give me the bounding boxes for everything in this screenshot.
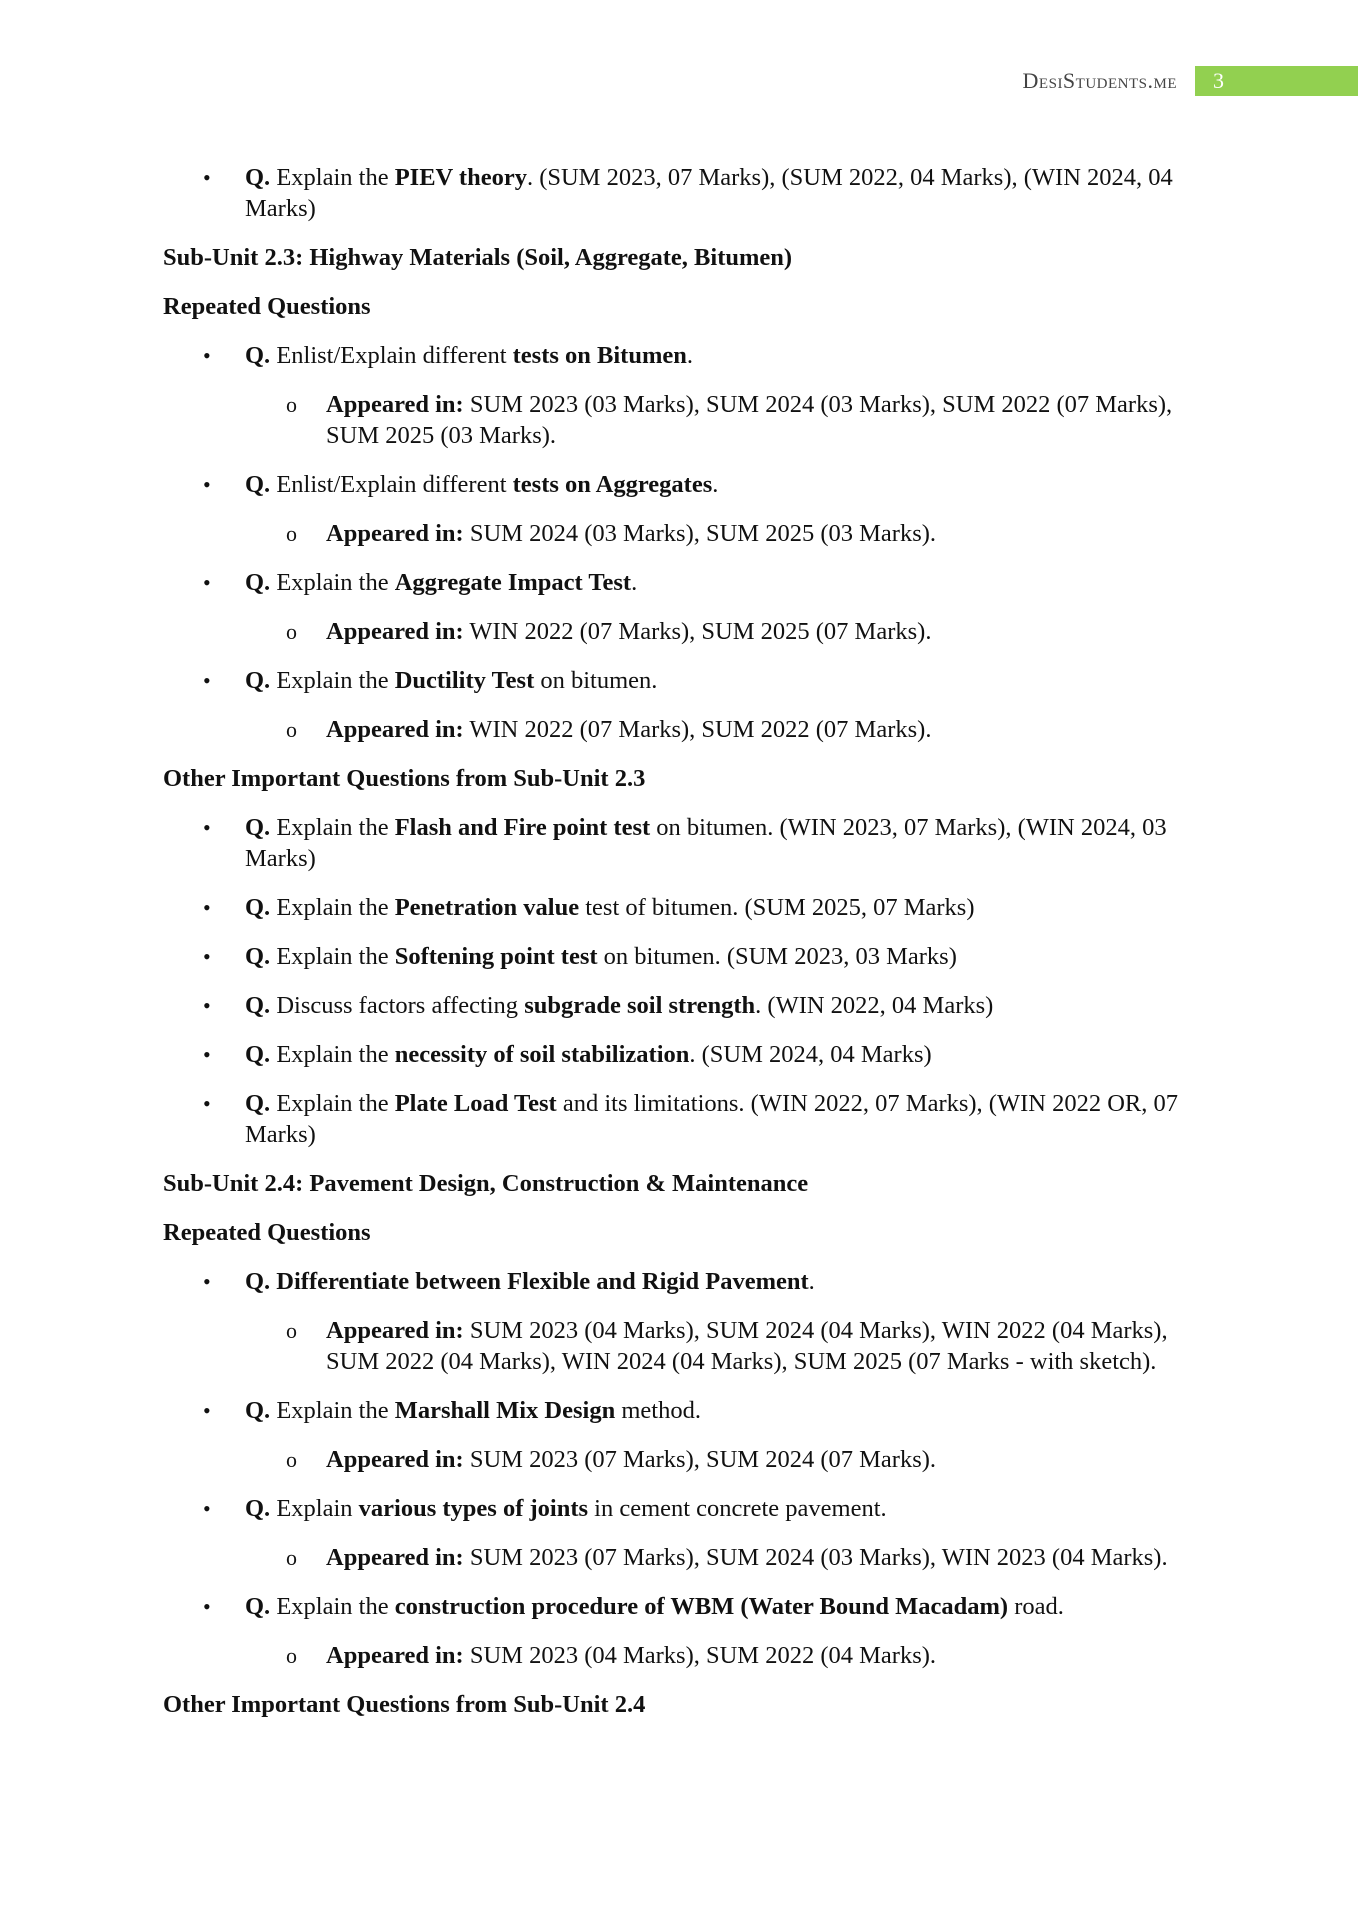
question-bold-text: PIEV theory (394, 164, 527, 191)
question-bold-text: Softening point test (394, 943, 598, 970)
question-bold-text: Marshall Mix Design (394, 1397, 616, 1424)
question-text: . (631, 569, 638, 596)
page-header (1023, 66, 1358, 96)
circle-bullet-icon: o (286, 521, 297, 546)
question-text: road. (1008, 1593, 1064, 1620)
question-bold-text: Q. (245, 1090, 271, 1117)
question-text: Explain the (270, 1041, 395, 1068)
bullet-icon: • (203, 668, 211, 693)
section-heading: Repeated Questions (163, 1219, 371, 1246)
question-text: Explain the (270, 667, 395, 694)
circle-bullet-icon: o (286, 717, 297, 742)
appeared-in-item (163, 518, 1193, 549)
question-bold-text: Aggregate Impact Test (394, 569, 632, 596)
question-bold-text: various types of joints (358, 1495, 589, 1522)
question-bold-text: Q. (245, 1041, 271, 1068)
appeared-label: Appeared in: (326, 1642, 464, 1669)
question-item (163, 941, 1193, 972)
question-text: . (SUM 2023, 07 Marks), (SUM 2022, 04 Marks), (WIN 2024, 04 Marks) (245, 164, 1173, 222)
question-item (163, 665, 1193, 696)
question-text: on bitumen. (534, 667, 658, 694)
question-text: on bitumen. (SUM 2023, 03 Marks) (597, 943, 957, 970)
appeared-in-item (163, 616, 1193, 647)
question-bold-text: Q. Differentiate between Flexible and Rigid Pavement (245, 1268, 809, 1295)
bullet-icon: • (203, 1496, 211, 1521)
bullet-icon: • (203, 343, 211, 368)
question-text: Explain the (270, 1397, 395, 1424)
question-item (163, 892, 1193, 923)
appeared-label: Appeared in: (326, 520, 464, 547)
section-heading: Sub-Unit 2.4: Pavement Design, Construction & Maintenance (163, 1170, 809, 1197)
question-bold-text: Q. (245, 1397, 271, 1424)
site-name: DesiStudents.me (1022, 68, 1177, 93)
question-bold-text: Q. (245, 471, 271, 498)
appeared-label: Appeared in: (326, 1544, 464, 1571)
bullet-icon: • (203, 165, 211, 190)
bullet-icon: • (203, 570, 211, 595)
appeared-in-item (163, 1315, 1193, 1377)
appeared-text: SUM 2023 (03 Marks), SUM 2024 (03 Marks), SUM 2022 (07 Marks), SUM 2025 (03 Marks). (326, 391, 1173, 449)
question-item (163, 1039, 1193, 1070)
question-bold-text: Q. (245, 342, 271, 369)
question-bold-text: Q. (245, 667, 271, 694)
question-bold-text: Penetration value (394, 894, 580, 921)
section-heading: Other Important Questions from Sub-Unit 2.4 (163, 1691, 646, 1718)
appeared-label: Appeared in: (326, 618, 464, 645)
bullet-icon: • (203, 1398, 211, 1423)
appeared-in-item (163, 1444, 1193, 1475)
appeared-text: SUM 2023 (04 Marks), SUM 2022 (04 Marks). (463, 1642, 937, 1669)
question-text: Explain the (270, 164, 395, 191)
appeared-text: SUM 2023 (04 Marks), SUM 2024 (04 Marks), WIN 2022 (04 Marks), SUM 2022 (04 Marks), WIN 2024 (04 Marks), SUM 2025 (07 Marks - with sketch). (326, 1317, 1168, 1375)
question-text: on bitumen. (WIN 2023, 07 Marks), (WIN 2024, 03 Marks) (245, 814, 1167, 872)
question-text: Explain the (270, 894, 395, 921)
section-heading: Repeated Questions (163, 293, 371, 320)
question-text: in cement concrete pavement. (588, 1495, 887, 1522)
bullet-icon: • (203, 1042, 211, 1067)
question-item (163, 1088, 1193, 1150)
question-text: Explain the (270, 1090, 395, 1117)
bullet-icon: • (203, 815, 211, 840)
bullet-icon: • (203, 895, 211, 920)
question-bold-text: Flash and Fire point test (394, 814, 651, 841)
question-bold-text: Q. (245, 894, 271, 921)
appeared-in-item (163, 1640, 1193, 1671)
appeared-text: WIN 2022 (07 Marks), SUM 2025 (07 Marks). (463, 618, 932, 645)
question-text: Explain the (270, 569, 395, 596)
circle-bullet-icon: o (286, 1545, 297, 1570)
bullet-icon: • (203, 472, 211, 497)
page-number: 3 (1195, 66, 1358, 96)
question-text: Enlist/Explain different (270, 471, 513, 498)
circle-bullet-icon: o (286, 1643, 297, 1668)
question-bold-text: Q. (245, 814, 271, 841)
appeared-text: SUM 2024 (03 Marks), SUM 2025 (03 Marks). (463, 520, 937, 547)
bullet-icon: • (203, 1091, 211, 1116)
question-item (163, 340, 1193, 371)
question-bold-text: Q. (245, 992, 271, 1019)
bullet-icon: • (203, 1594, 211, 1619)
appeared-label: Appeared in: (326, 1446, 464, 1473)
bullet-icon: • (203, 944, 211, 969)
circle-bullet-icon: o (286, 619, 297, 644)
question-text: Explain the (270, 1593, 395, 1620)
appeared-text: SUM 2023 (07 Marks), SUM 2024 (07 Marks). (463, 1446, 937, 1473)
question-text: . (712, 471, 719, 498)
appeared-label: Appeared in: (326, 1317, 464, 1344)
question-text: method. (615, 1397, 701, 1424)
appeared-in-item (163, 714, 1193, 745)
question-bold-text: necessity of soil stabilization (394, 1041, 690, 1068)
question-item (163, 1591, 1193, 1622)
appeared-label: Appeared in: (326, 391, 464, 418)
appeared-text: WIN 2022 (07 Marks), SUM 2022 (07 Marks). (463, 716, 932, 743)
circle-bullet-icon: o (286, 392, 297, 417)
question-bold-text: Q. (245, 569, 271, 596)
question-text: Explain the (270, 943, 395, 970)
question-bold-text: Plate Load Test (394, 1090, 557, 1117)
bullet-icon: • (203, 993, 211, 1018)
question-item (163, 567, 1193, 598)
question-text: . (686, 342, 693, 369)
question-bold-text: Ductility Test (394, 667, 535, 694)
question-text: Explain the (270, 814, 395, 841)
appeared-in-item (163, 389, 1193, 451)
question-item (163, 812, 1193, 874)
question-item (163, 990, 1193, 1021)
appeared-text: SUM 2023 (07 Marks), SUM 2024 (03 Marks), WIN 2023 (04 Marks). (463, 1544, 1168, 1571)
question-text: test of bitumen. (SUM 2025, 07 Marks) (579, 894, 975, 921)
question-bold-text: Q. (245, 1495, 271, 1522)
section-heading: Sub-Unit 2.3: Highway Materials (Soil, Aggregate, Bitumen) (163, 244, 793, 271)
question-text: . (WIN 2022, 04 Marks) (755, 992, 994, 1019)
question-item (163, 1493, 1193, 1524)
question-bold-text: subgrade soil strength (524, 992, 756, 1019)
question-text: and its limitations. (WIN 2022, 07 Marks), (WIN 2022 OR, 07 Marks) (245, 1090, 1178, 1148)
question-item (163, 1266, 1193, 1297)
question-text: . (SUM 2024, 04 Marks) (689, 1041, 932, 1068)
question-text: Discuss factors affecting (270, 992, 525, 1019)
question-item (163, 162, 1193, 224)
question-bold-text: Q. (245, 164, 271, 191)
bullet-icon: • (203, 1269, 211, 1294)
circle-bullet-icon: o (286, 1447, 297, 1472)
circle-bullet-icon: o (286, 1318, 297, 1343)
question-bold-text: tests on Aggregates (512, 471, 713, 498)
appeared-label: Appeared in: (326, 716, 464, 743)
question-bold-text: Q. (245, 943, 271, 970)
document-body (163, 162, 1193, 1738)
question-item (163, 1395, 1193, 1426)
section-heading: Other Important Questions from Sub-Unit 2.3 (163, 765, 646, 792)
question-item (163, 469, 1193, 500)
question-bold-text: construction procedure of WBM (Water Bound Macadam) (394, 1593, 1009, 1620)
question-text: . (808, 1268, 815, 1295)
question-text: Enlist/Explain different (270, 342, 513, 369)
appeared-in-item (163, 1542, 1193, 1573)
question-text: Explain (270, 1495, 359, 1522)
question-bold-text: Q. (245, 1593, 271, 1620)
question-bold-text: tests on Bitumen (512, 342, 687, 369)
